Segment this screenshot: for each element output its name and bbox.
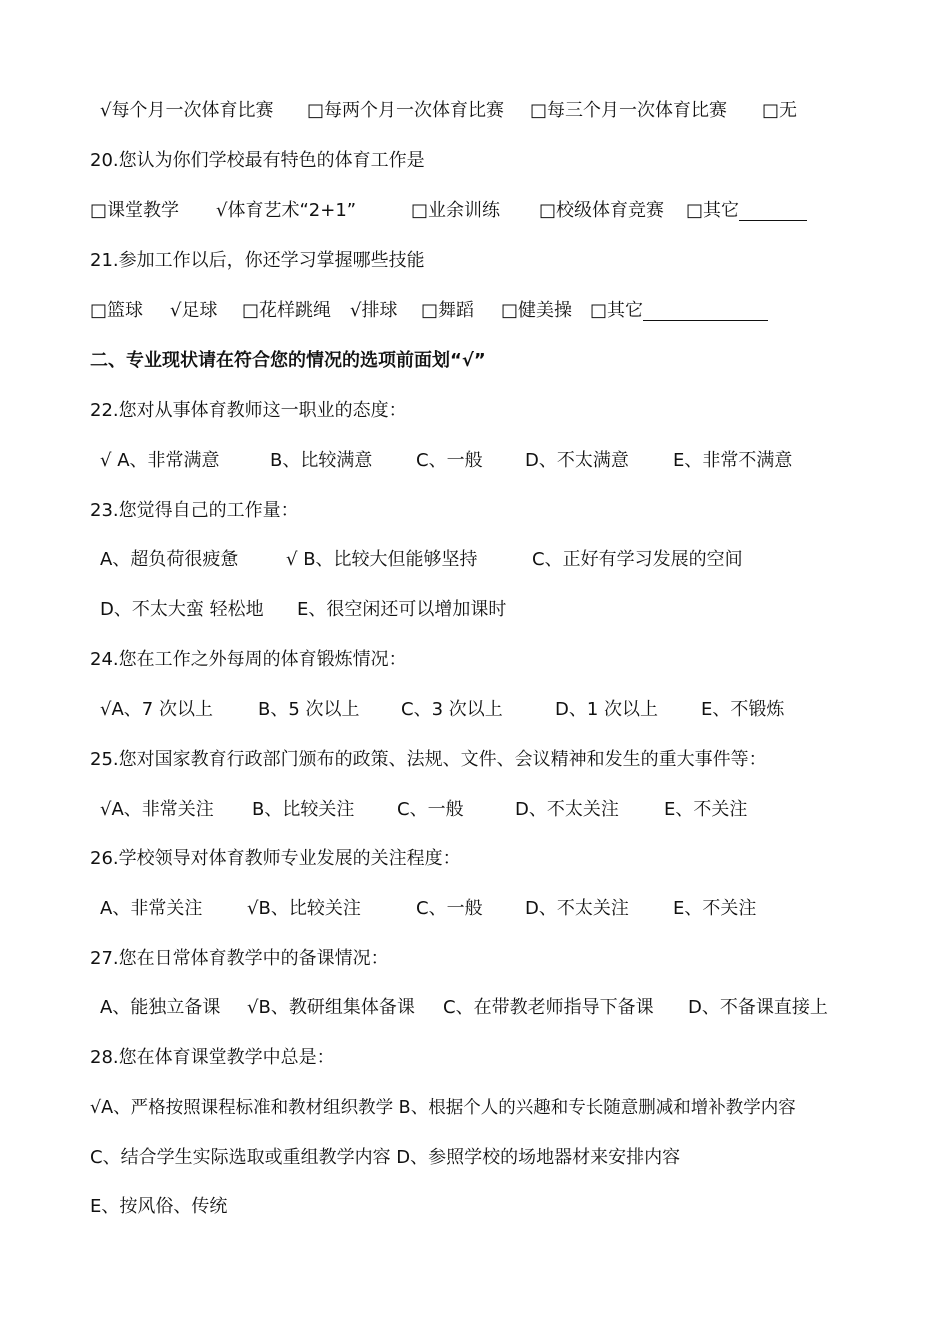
q25-options <box>100 795 890 825</box>
q21-question: 21.参加工作以后，你还学习掌握哪些技能 <box>90 250 425 271</box>
q24-option-e[interactable]: E、不锻炼 <box>701 699 785 720</box>
q20-option-4[interactable]: □校级体育竞赛 <box>539 200 665 221</box>
q28-options-line3[interactable]: E、按风俗、传统 <box>90 1196 228 1217</box>
q25-question: 25.您对国家教育行政部门颁布的政策、法规、文件、会议精神和发生的重大事件等： <box>90 749 767 770</box>
q24-option-a[interactable]: √A、7 次以上 <box>100 699 213 720</box>
q25-option-d[interactable]: D、不太关注 <box>515 799 619 820</box>
q27-option-b[interactable]: √B、教研组集体备课 <box>247 997 415 1018</box>
q19-option-2[interactable]: □每两个月一次体育比赛 <box>307 100 505 121</box>
q26-option-d[interactable]: D、不太关注 <box>525 898 629 919</box>
q20-question: 20.您认为你们学校最有特色的体育工作是 <box>90 150 425 171</box>
q24-option-b[interactable]: B、5 次以上 <box>258 699 360 720</box>
q27-question: 27.您在日常体育教学中的备课情况： <box>90 948 389 969</box>
q28-options-line1[interactable]: √A、严格按照课程标准和教材组织教学 B、根据个人的兴趣和专长随意删减和增补教学内容 <box>90 1098 796 1118</box>
q19-option-1[interactable]: √每个月一次体育比赛 <box>100 100 274 121</box>
q26-option-b[interactable]: √B、比较关注 <box>247 898 361 919</box>
q25-option-c[interactable]: C、一般 <box>397 799 464 820</box>
q28-options-line2[interactable]: C、结合学生实际选取或重组教学内容 D、参照学校的场地器材来安排内容 <box>90 1147 681 1168</box>
q22-options <box>100 446 890 476</box>
q26-option-c[interactable]: C、一般 <box>416 898 483 919</box>
q20-option-2[interactable]: √体育艺术“2+1” <box>216 200 357 221</box>
q20-option-5[interactable]: □其它 <box>686 200 740 221</box>
q19-option-3[interactable]: □每三个月一次体育比赛 <box>530 100 728 121</box>
q21-option-5[interactable]: □舞蹈 <box>421 300 475 321</box>
q21-option-4[interactable]: √排球 <box>350 300 398 321</box>
q22-question: 22.您对从事体育教师这一职业的态度： <box>90 400 407 421</box>
q23-option-a[interactable]: A、超负荷很疲惫 <box>100 549 239 570</box>
q21-option-7[interactable]: □其它 <box>590 300 644 321</box>
q19-options <box>100 96 890 126</box>
q27-option-c[interactable]: C、在带教老师指导下备课 <box>443 997 654 1018</box>
q21-option-2[interactable]: √足球 <box>170 300 218 321</box>
q23-option-b[interactable]: √ B、比较大但能够坚持 <box>286 549 478 570</box>
q23-question: 23.您觉得自己的工作量： <box>90 500 299 521</box>
section-heading: 二、专业现状请在符合您的情况的选项前面划“√” <box>90 350 486 371</box>
q22-option-e[interactable]: E、非常不满意 <box>673 450 793 471</box>
q23-option-d[interactable]: D、不太大蛮 轻松地 <box>100 599 264 620</box>
q28-question: 28.您在体育课堂教学中总是： <box>90 1047 335 1068</box>
q19-option-4[interactable]: □无 <box>762 100 798 121</box>
q21-option-3[interactable]: □花样跳绳 <box>242 300 332 321</box>
q25-option-a[interactable]: √A、非常关注 <box>100 799 214 820</box>
q23-option-e[interactable]: E、很空闲还可以增加课时 <box>297 599 507 620</box>
q23-option-c[interactable]: C、正好有学习发展的空间 <box>532 549 743 570</box>
q22-option-c[interactable]: C、一般 <box>416 450 483 471</box>
q26-question: 26.学校领导对体育教师专业发展的关注程度： <box>90 848 461 869</box>
q26-option-e[interactable]: E、不关注 <box>673 898 757 919</box>
q24-option-d[interactable]: D、1 次以上 <box>555 699 659 720</box>
q24-question: 24.您在工作之外每周的体育锻炼情况： <box>90 649 407 670</box>
q20-option-3[interactable]: □业余训练 <box>411 200 501 221</box>
q21-option-6[interactable]: □健美操 <box>501 300 573 321</box>
q21-other-blank[interactable] <box>643 302 768 321</box>
q22-option-b[interactable]: B、比较满意 <box>270 450 373 471</box>
q20-other-blank[interactable] <box>739 202 807 221</box>
q26-options <box>100 894 890 924</box>
q27-options <box>100 993 890 1023</box>
q24-option-c[interactable]: C、3 次以上 <box>401 699 503 720</box>
q22-option-a[interactable]: √ A、非常满意 <box>100 450 220 471</box>
q22-option-d[interactable]: D、不太满意 <box>525 450 629 471</box>
q27-option-a[interactable]: A、能独立备课 <box>100 997 221 1018</box>
q25-option-b[interactable]: B、比较关注 <box>252 799 355 820</box>
q23-options-row2 <box>100 595 890 625</box>
q23-options-row1 <box>100 545 890 575</box>
q20-option-1[interactable]: □课堂教学 <box>90 200 180 221</box>
q21-options <box>90 296 890 326</box>
q21-option-1[interactable]: □篮球 <box>90 300 144 321</box>
q25-option-e[interactable]: E、不关注 <box>664 799 748 820</box>
q27-option-d[interactable]: D、不备课直接上 <box>688 997 828 1018</box>
q26-option-a[interactable]: A、非常关注 <box>100 898 203 919</box>
q24-options <box>100 695 890 725</box>
q20-options <box>90 196 890 226</box>
